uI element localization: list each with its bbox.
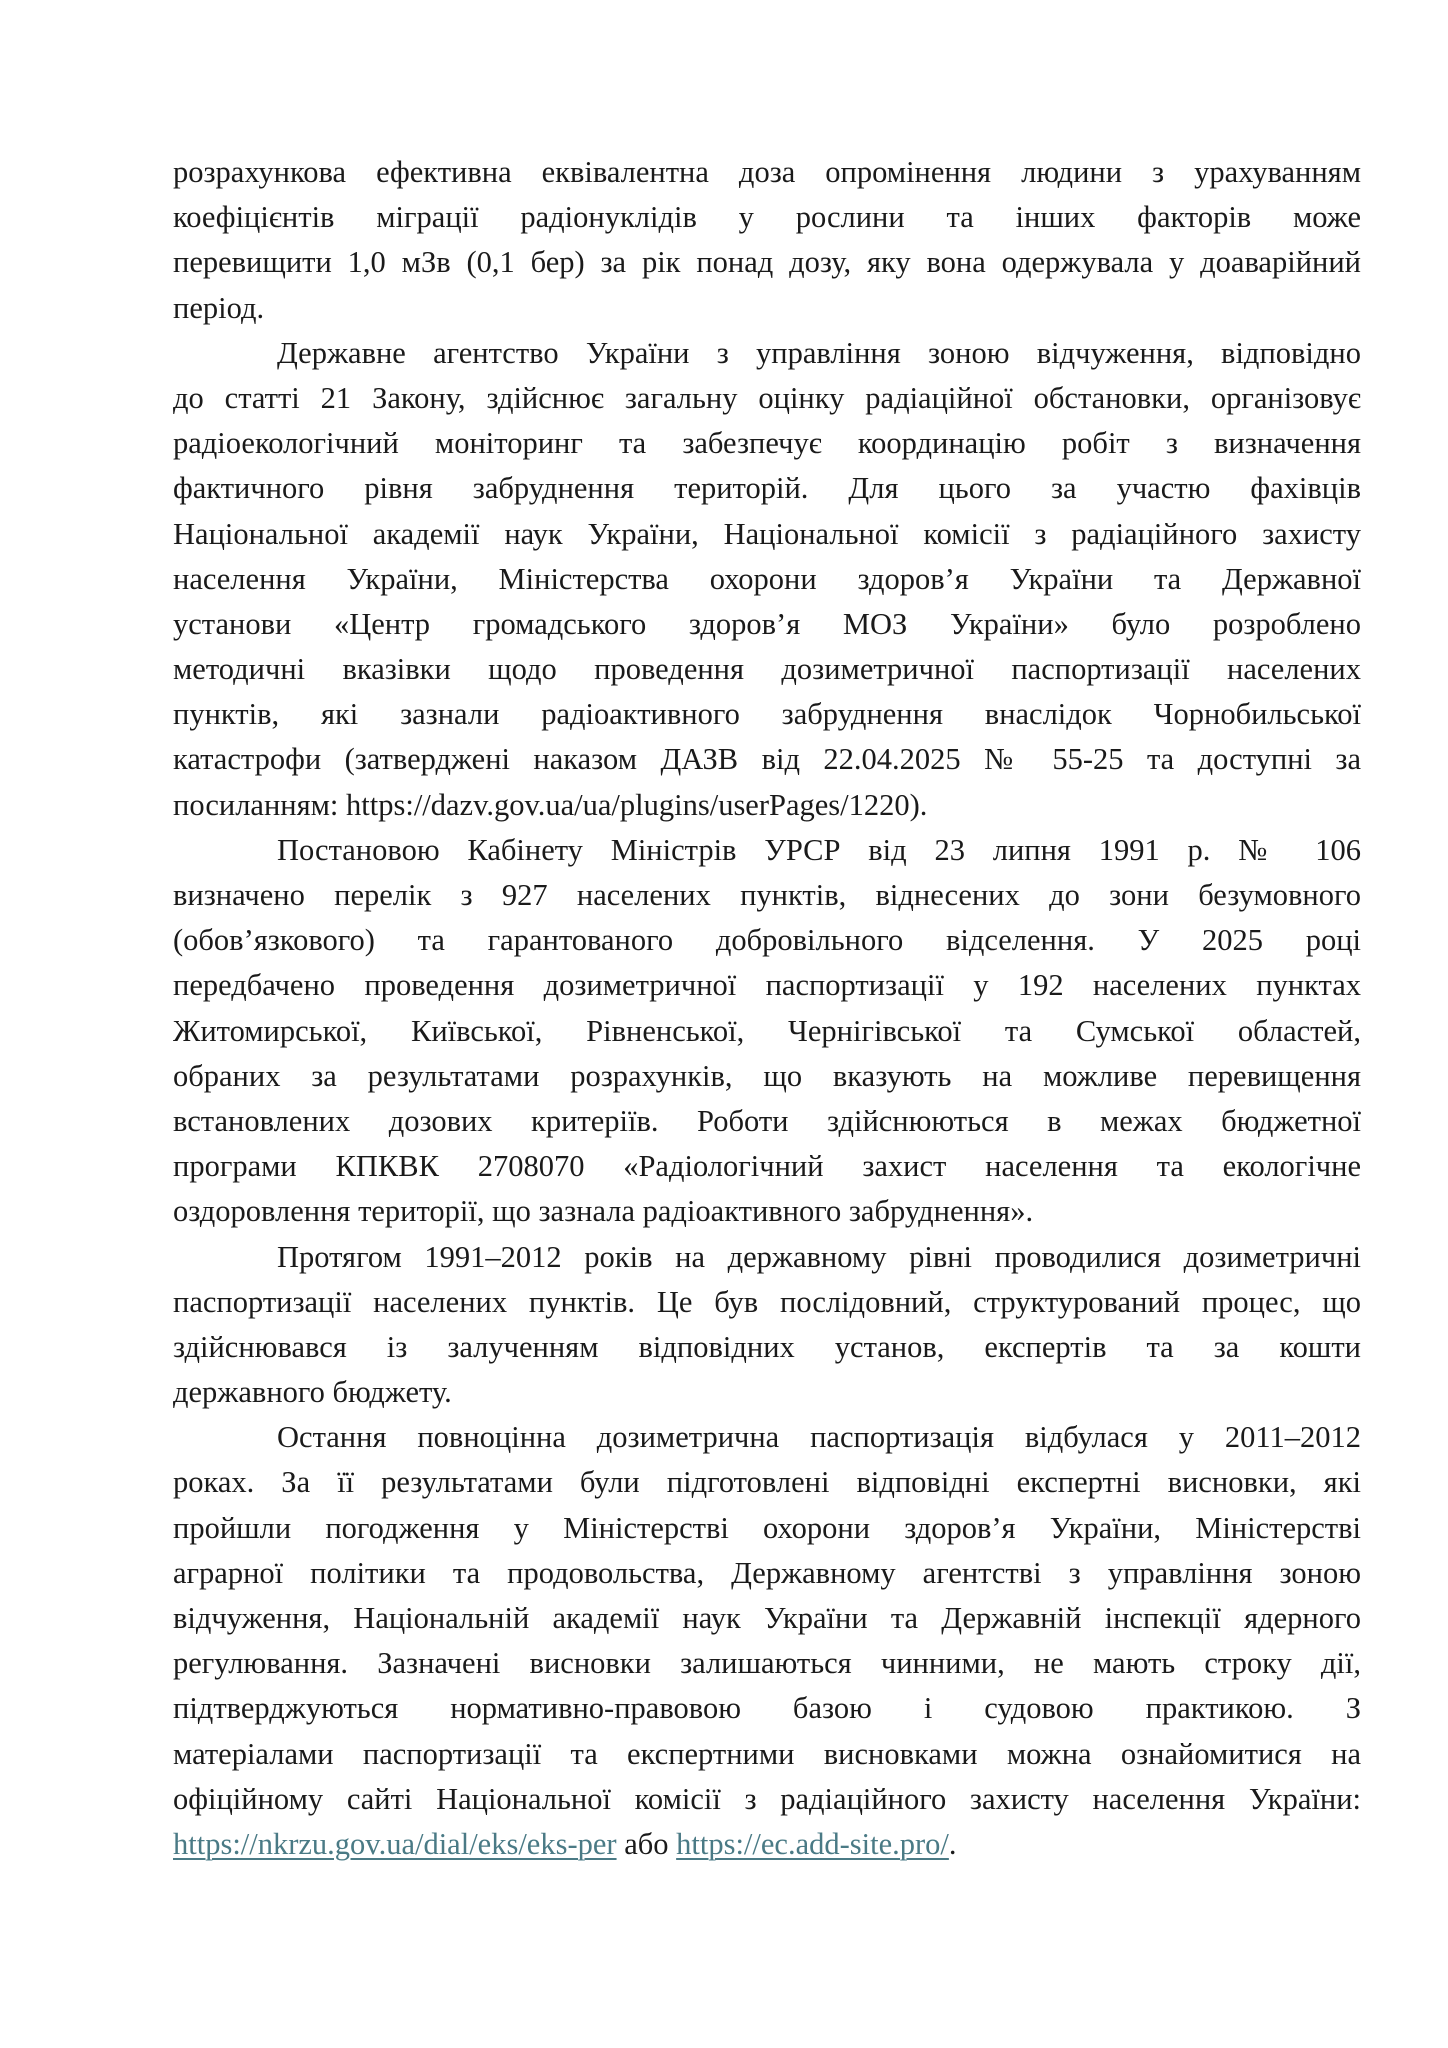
text-line: відчуження, Національній академії наук України та Державній інспекції ядерного bbox=[173, 1601, 1361, 1635]
text-line: Житомирської, Київської, Рівненської, Чернігівської та Сумської областей, bbox=[173, 1013, 1361, 1048]
paragraph-1 bbox=[173, 150, 1361, 331]
text-line: передбачено проведення дозиметричної паспортизації у 192 населених пунктах bbox=[173, 968, 1361, 1003]
text-line: визначено перелік з 927 населених пунктів, віднесених до зони безумовного bbox=[173, 878, 1361, 912]
text-line: матеріалами паспортизації та експертними висновками можна ознайомитися на bbox=[173, 1736, 1361, 1771]
text-line: катастрофи (затверджені наказом ДАЗВ від 22.04.2025 № 55-25 та доступні за bbox=[173, 742, 1361, 777]
text-line: період. bbox=[173, 290, 265, 325]
text-line: Національної академії наук України, Національної комісії з радіаційного захисту bbox=[173, 516, 1361, 551]
text-line: програми КПКВК 2708070 «Радіологічний захист населення та екологічне bbox=[173, 1149, 1361, 1184]
text-line: Остання повноцінна дозиметрична паспортизація відбулася у 2011–2012 bbox=[277, 1420, 1361, 1455]
text-line: пройшли погодження у Міністерстві охорони здоров’я України, Міністерстві bbox=[173, 1510, 1361, 1545]
paragraph-5 bbox=[173, 1415, 1361, 1867]
text-line: підтверджуються нормативно-правовою базою і судовою практикою. З bbox=[173, 1691, 1361, 1726]
text-line: установи «Центр громадського здоров’я МОЗ України» було розроблено bbox=[173, 606, 1361, 641]
nkrzu-link[interactable]: https://nkrzu.gov.ua/dial/eks/eks-per bbox=[173, 1826, 617, 1861]
text-line: Протягом 1991–2012 років на державному рівні проводилися дозиметричні bbox=[277, 1239, 1361, 1274]
paragraph-3 bbox=[173, 828, 1361, 1235]
text-line: здійснювався із залученням відповідних установ, експертів та за кошти bbox=[173, 1329, 1361, 1364]
text-line: фактичного рівня забруднення територій. Для цього за участю фахівців bbox=[173, 471, 1361, 506]
text-line: розрахункова ефективна еквівалентна доза опромінення людини з урахуванням bbox=[173, 155, 1361, 189]
text-line: офіційному сайті Національної комісії з радіаційного захисту населення України: bbox=[173, 1781, 1361, 1816]
text-line: обраних за результатами розрахунків, що вказують на можливе перевищення bbox=[173, 1058, 1361, 1093]
ec-add-site-link[interactable]: https://ec.add-site.pro/ bbox=[676, 1826, 949, 1861]
conjunction-text: або bbox=[616, 1826, 677, 1861]
text-line: перевищити 1,0 мЗв (0,1 бер) за рік понад дозу, яку вона одержувала у доаварійний bbox=[173, 245, 1361, 280]
text-line: населення України, Міністерства охорони здоров’я України та Державної bbox=[173, 561, 1361, 596]
text-line: паспортизації населених пунктів. Це був послідовний, структурований процес, що bbox=[173, 1284, 1361, 1319]
final-line bbox=[173, 1822, 1361, 1867]
text-line: регулювання. Зазначені висновки залишаються чинними, не мають строку дії, bbox=[173, 1646, 1361, 1681]
text-line: оздоровлення території, що зазнала радіоактивного забруднення». bbox=[173, 1194, 1034, 1229]
text-line: Постановою Кабінету Міністрів УРСР від 23 липня 1991 р. № 106 bbox=[277, 832, 1361, 867]
text-line: до статті 21 Закону, здійснює загальну оцінку радіаційної обстановки, організовує bbox=[173, 380, 1361, 415]
document-page bbox=[173, 150, 1361, 1867]
text-line: встановлених дозових критеріїв. Роботи здійснюються в межах бюджетної bbox=[173, 1103, 1361, 1138]
text-line: роках. За її результатами були підготовлені відповідні експертні висновки, які bbox=[173, 1465, 1361, 1500]
paragraph-2 bbox=[173, 331, 1361, 828]
paragraph-4 bbox=[173, 1235, 1361, 1416]
text-line: методичні вказівки щодо проведення дозиметричної паспортизації населених bbox=[173, 652, 1361, 687]
text-line: пунктів, які зазнали радіоактивного забруднення внаслідок Чорнобильської bbox=[173, 697, 1361, 732]
text-line: Державне агентство України з управління зоною відчуження, відповідно bbox=[277, 335, 1361, 370]
text-line: коефіцієнтів міграції радіонуклідів у рослини та інших факторів може bbox=[173, 200, 1361, 235]
text-line: аграрної політики та продовольства, Державному агентстві з управління зоною bbox=[173, 1555, 1361, 1590]
text-line: посиланням: https://dazv.gov.ua/ua/plugins/userPages/1220). bbox=[173, 787, 928, 822]
text-line: (обов’язкового) та гарантованого добровільного відселення. У 2025 році bbox=[173, 923, 1361, 958]
text-line: державного бюджету. bbox=[173, 1375, 452, 1410]
text-line: радіоекологічний моніторинг та забезпечує координацію робіт з визначення bbox=[173, 426, 1361, 461]
period-text: . bbox=[948, 1826, 957, 1861]
